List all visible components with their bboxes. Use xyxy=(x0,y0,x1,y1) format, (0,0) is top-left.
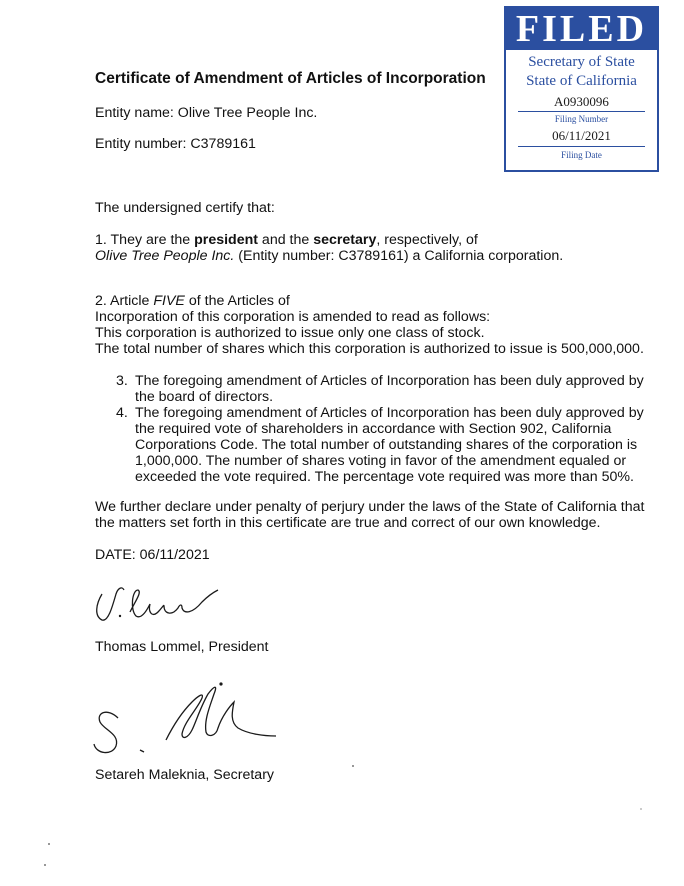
scan-speck xyxy=(640,808,642,810)
scan-speck xyxy=(352,765,354,767)
stamp-state-of-california: State of California xyxy=(526,73,637,89)
item-4-line-1: The foregoing amendment of Articles of Incorporation has been duly approved by xyxy=(135,405,644,421)
item-1-president: president xyxy=(194,232,258,248)
item-3-line-1: The foregoing amendment of Articles of Incorporation has been duly approved by xyxy=(135,373,644,389)
president-name: Thomas Lommel, President xyxy=(95,639,269,655)
declaration-line-2: the matters set forth in this certificate are true and correct of our own knowledge. xyxy=(95,515,601,531)
item-3-number: 3. xyxy=(116,373,128,389)
item-2-article-five: FIVE xyxy=(153,293,185,309)
item-2-line-2: Incorporation of this corporation is amended to read as follows: xyxy=(95,309,491,325)
item-1-text-g: (Entity number: C3789161) a California corporation. xyxy=(234,248,564,264)
stamp-filing-number-label: Filing Number xyxy=(554,114,609,124)
stamp-title: FILED xyxy=(506,8,657,50)
item-1-corp-name: Olive Tree People Inc. xyxy=(95,248,235,264)
signing-date: DATE: 06/11/2021 xyxy=(95,547,210,563)
intro-text: The undersigned certify that: xyxy=(95,200,275,216)
item-1-secretary: secretary xyxy=(313,232,377,248)
item-1-text-e: , respectively, of xyxy=(376,232,478,248)
item-2-line-4: The total number of shares which this corporation is authorized to issue is 500,000,000. xyxy=(95,341,644,357)
item-4-line-5: exceeded the vote required. The percentage vote required was more than 50%. xyxy=(135,469,634,485)
stamp-filing-number: A0930096 xyxy=(554,94,609,109)
item-1-text-c: and the xyxy=(257,232,314,248)
entity-name: Entity name: Olive Tree People Inc. xyxy=(95,105,318,121)
filed-stamp xyxy=(504,6,659,172)
scan-speck xyxy=(44,864,46,866)
item-3-line-2: the board of directors. xyxy=(135,389,274,405)
item-4-line-2: the required vote of shareholders in accordance with Section 902, California xyxy=(135,421,612,437)
president-signature xyxy=(92,582,222,628)
item-1-text-a: 1. They are the xyxy=(95,232,195,248)
item-1-line-2 xyxy=(95,248,563,265)
item-4-line-4: 1,000,000. The number of shares voting in favor of the amendment equaled or xyxy=(135,453,627,469)
declaration-line-1: We further declare under penalty of perjury under the laws of the State of California that xyxy=(95,499,645,515)
secretary-name: Setareh Maleknia, Secretary xyxy=(95,767,275,783)
item-4-number: 4. xyxy=(116,405,128,421)
item-2-line-1 xyxy=(95,293,290,310)
stamp-filing-date: 06/11/2021 xyxy=(552,128,611,143)
item-4-line-3: Corporations Code. The total number of outstanding shares of the corporation is xyxy=(135,437,638,453)
stamp-rule-2 xyxy=(518,146,645,147)
stamp-filing-date-label: Filing Date xyxy=(561,150,602,160)
item-2-line-3: This corporation is authorized to issue only one class of stock. xyxy=(95,325,485,341)
stamp-secretary-of-state: Secretary of State xyxy=(528,54,635,70)
stamp-rule-1 xyxy=(518,111,645,112)
item-2-text-a: 2. Article xyxy=(95,293,154,309)
entity-number: Entity number: C3789161 xyxy=(95,136,256,152)
item-2-text-c: of the Articles of xyxy=(184,293,290,309)
secretary-signature xyxy=(88,678,288,758)
item-1-line-1 xyxy=(95,232,478,249)
scan-speck xyxy=(48,843,50,845)
document-title: Certificate of Amendment of Articles of Incorporation xyxy=(95,70,486,87)
